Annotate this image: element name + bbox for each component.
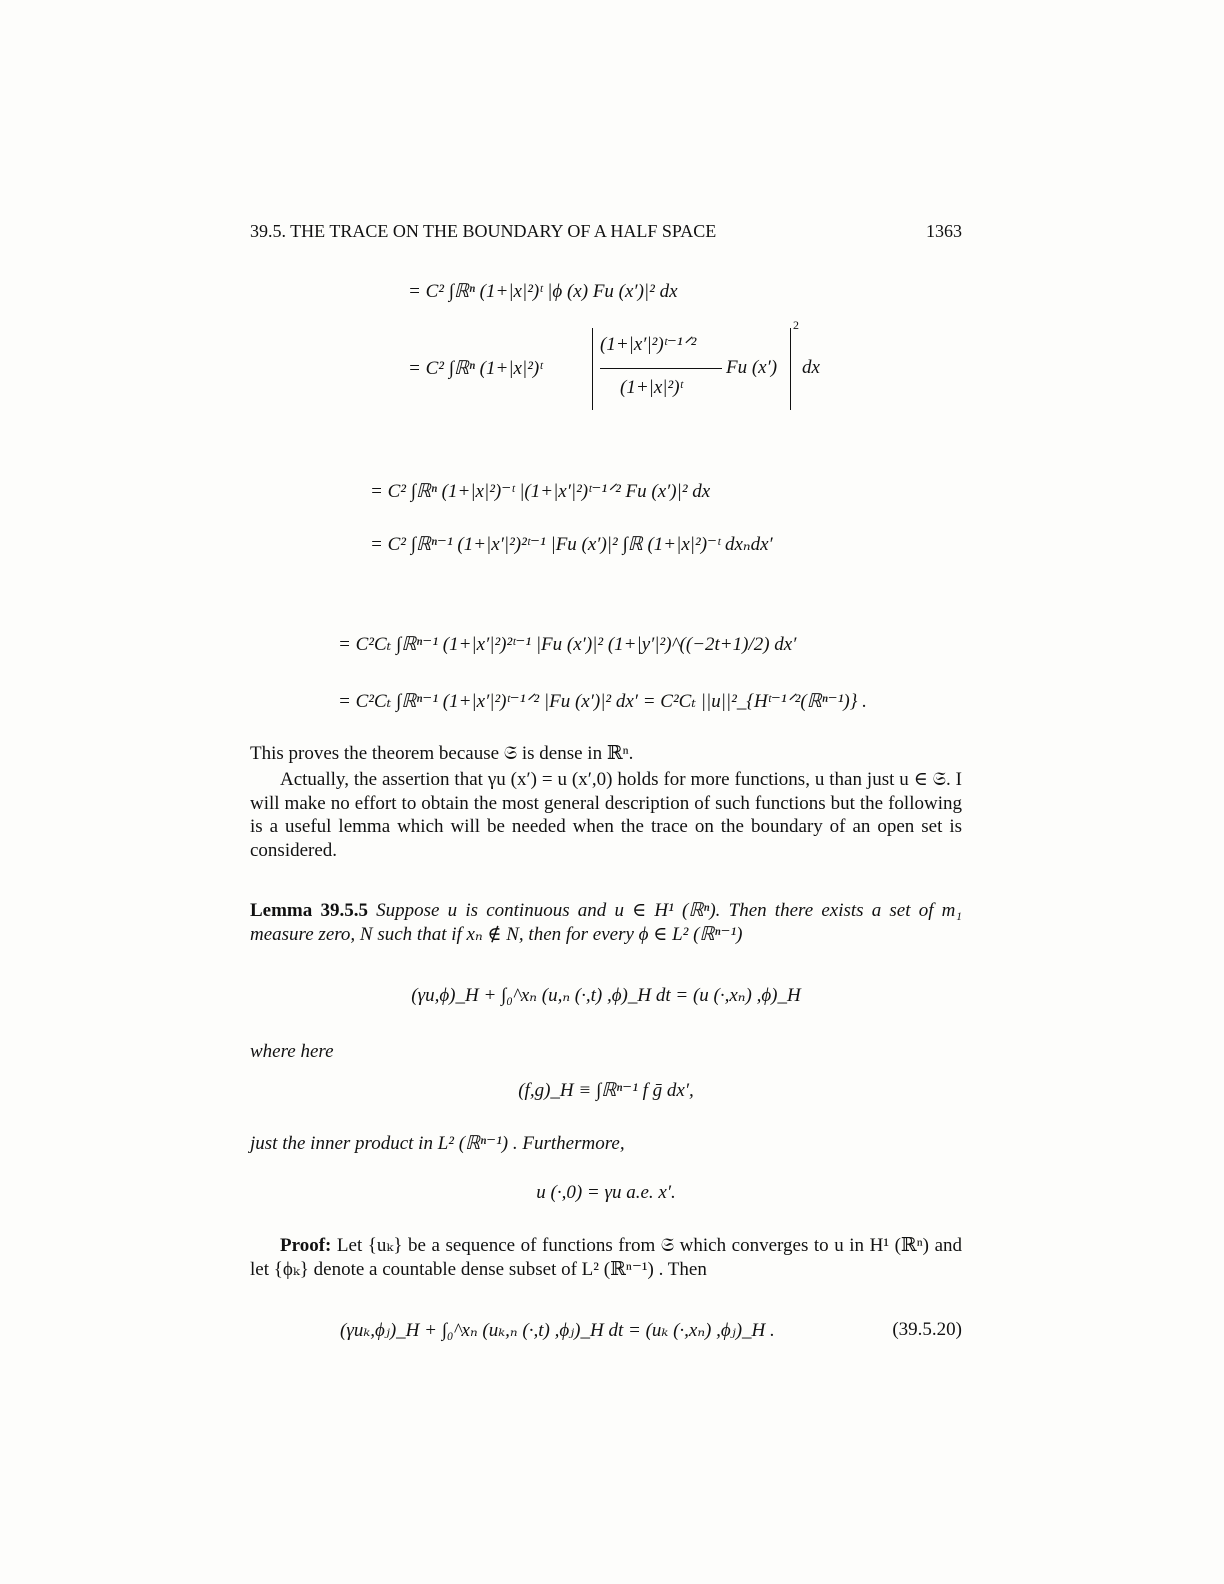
equation-line-6: = C²Cₜ ∫ℝⁿ⁻¹ (1+|x′|²)ᵗ⁻¹ᐟ² |Fu (x′)|² dx′ = C²Cₜ ||u||²_{Hᵗ⁻¹ᐟ²(ℝⁿ⁻¹)} . bbox=[338, 691, 867, 712]
equation-line-2-denominator: (1+|x|²)ᵗ bbox=[620, 377, 683, 398]
equation-line-4: = C² ∫ℝⁿ⁻¹ (1+|x′|²)²ᵗ⁻¹ |Fu (x′)|² ∫ℝ (1+|x|²)⁻ᵗ dxₙdx′ bbox=[370, 534, 773, 555]
equation-line-2-tail: dx bbox=[802, 357, 820, 378]
lemma-block bbox=[250, 899, 962, 946]
abs-bar-right bbox=[790, 328, 791, 410]
lemma-equation-3: u (·,0) = γu a.e. x′. bbox=[536, 1182, 676, 1203]
where-here: where here bbox=[250, 1041, 334, 1062]
running-header bbox=[250, 221, 962, 242]
proof-body: Let {uₖ} be a sequence of functions from 𝔖 which converges to u in H¹ (ℝⁿ) and let {ϕₖ} denote a countable dense subset of L² (ℝⁿ⁻¹) . Then bbox=[250, 1235, 962, 1280]
equation-line-2-numerator: (1+|x′|²)ᵗ⁻¹ᐟ² bbox=[600, 334, 697, 355]
page-number: 1363 bbox=[926, 221, 962, 241]
lemma-equation-2: (f,g)_H ≡ ∫ℝⁿ⁻¹ f ḡ dx′, bbox=[518, 1080, 694, 1101]
section-title: 39.5. THE TRACE ON THE BOUNDARY OF A HALF SPACE bbox=[250, 221, 717, 241]
lemma-title: Lemma 39.5.5 bbox=[250, 900, 368, 921]
equation-number: (39.5.20) bbox=[892, 1319, 962, 1340]
inner-product-sentence: just the inner product in L² (ℝⁿ⁻¹) . Furthermore, bbox=[250, 1133, 625, 1154]
fraction-bar bbox=[600, 368, 722, 369]
equation-line-5: = C²Cₜ ∫ℝⁿ⁻¹ (1+|x′|²)²ᵗ⁻¹ |Fu (x′)|² (1+|y′|²)^((−2t+1)/2) dx′ bbox=[338, 634, 797, 655]
lemma-equation-1: (γu,ϕ)_H + ∫₀^xₙ (u,ₙ (·,t) ,ϕ)_H dt = (u (·,xₙ) ,ϕ)_H bbox=[411, 985, 801, 1006]
equation-line-2-left: = C² ∫ℝⁿ (1+|x|²)ᵗ bbox=[408, 358, 543, 379]
abs-bar-left bbox=[592, 328, 593, 410]
proves-sentence: This proves the theorem because 𝔖 is dense in ℝⁿ. bbox=[250, 743, 634, 764]
proof-title: Proof: bbox=[280, 1235, 332, 1256]
proof-block bbox=[250, 1234, 962, 1281]
lemma-statement: Suppose u is continuous and u ∈ H¹ (ℝⁿ). Then there exists a set of m₁ measure zero, N such that if xₙ ∉ N, then for every ϕ ∈ L² (ℝⁿ⁻¹) bbox=[250, 900, 962, 945]
paragraph-actually: Actually, the assertion that γu (x′) = u (x′,0) holds for more functions, u than just u ∈ 𝔖. I will make no effort to obtain the most general description of such functions but the following is a useful lemma which will be needed when the trace on the boundary of an open set is considered. bbox=[250, 769, 962, 861]
equation-line-2-right: Fu (x′) bbox=[726, 357, 778, 378]
exponent-2: 2 bbox=[793, 318, 799, 332]
proof-equation: (γuₖ,ϕⱼ)_H + ∫₀^xₙ (uₖ,ₙ (·,t) ,ϕⱼ)_H dt = (uₖ (·,xₙ) ,ϕⱼ)_H . bbox=[340, 1320, 775, 1341]
equation-line-1: = C² ∫ℝⁿ (1+|x|²)ᵗ |ϕ (x) Fu (x′)|² dx bbox=[408, 281, 678, 302]
equation-line-3: = C² ∫ℝⁿ (1+|x|²)⁻ᵗ |(1+|x′|²)ᵗ⁻¹ᐟ² Fu (x′)|² dx bbox=[370, 481, 711, 502]
